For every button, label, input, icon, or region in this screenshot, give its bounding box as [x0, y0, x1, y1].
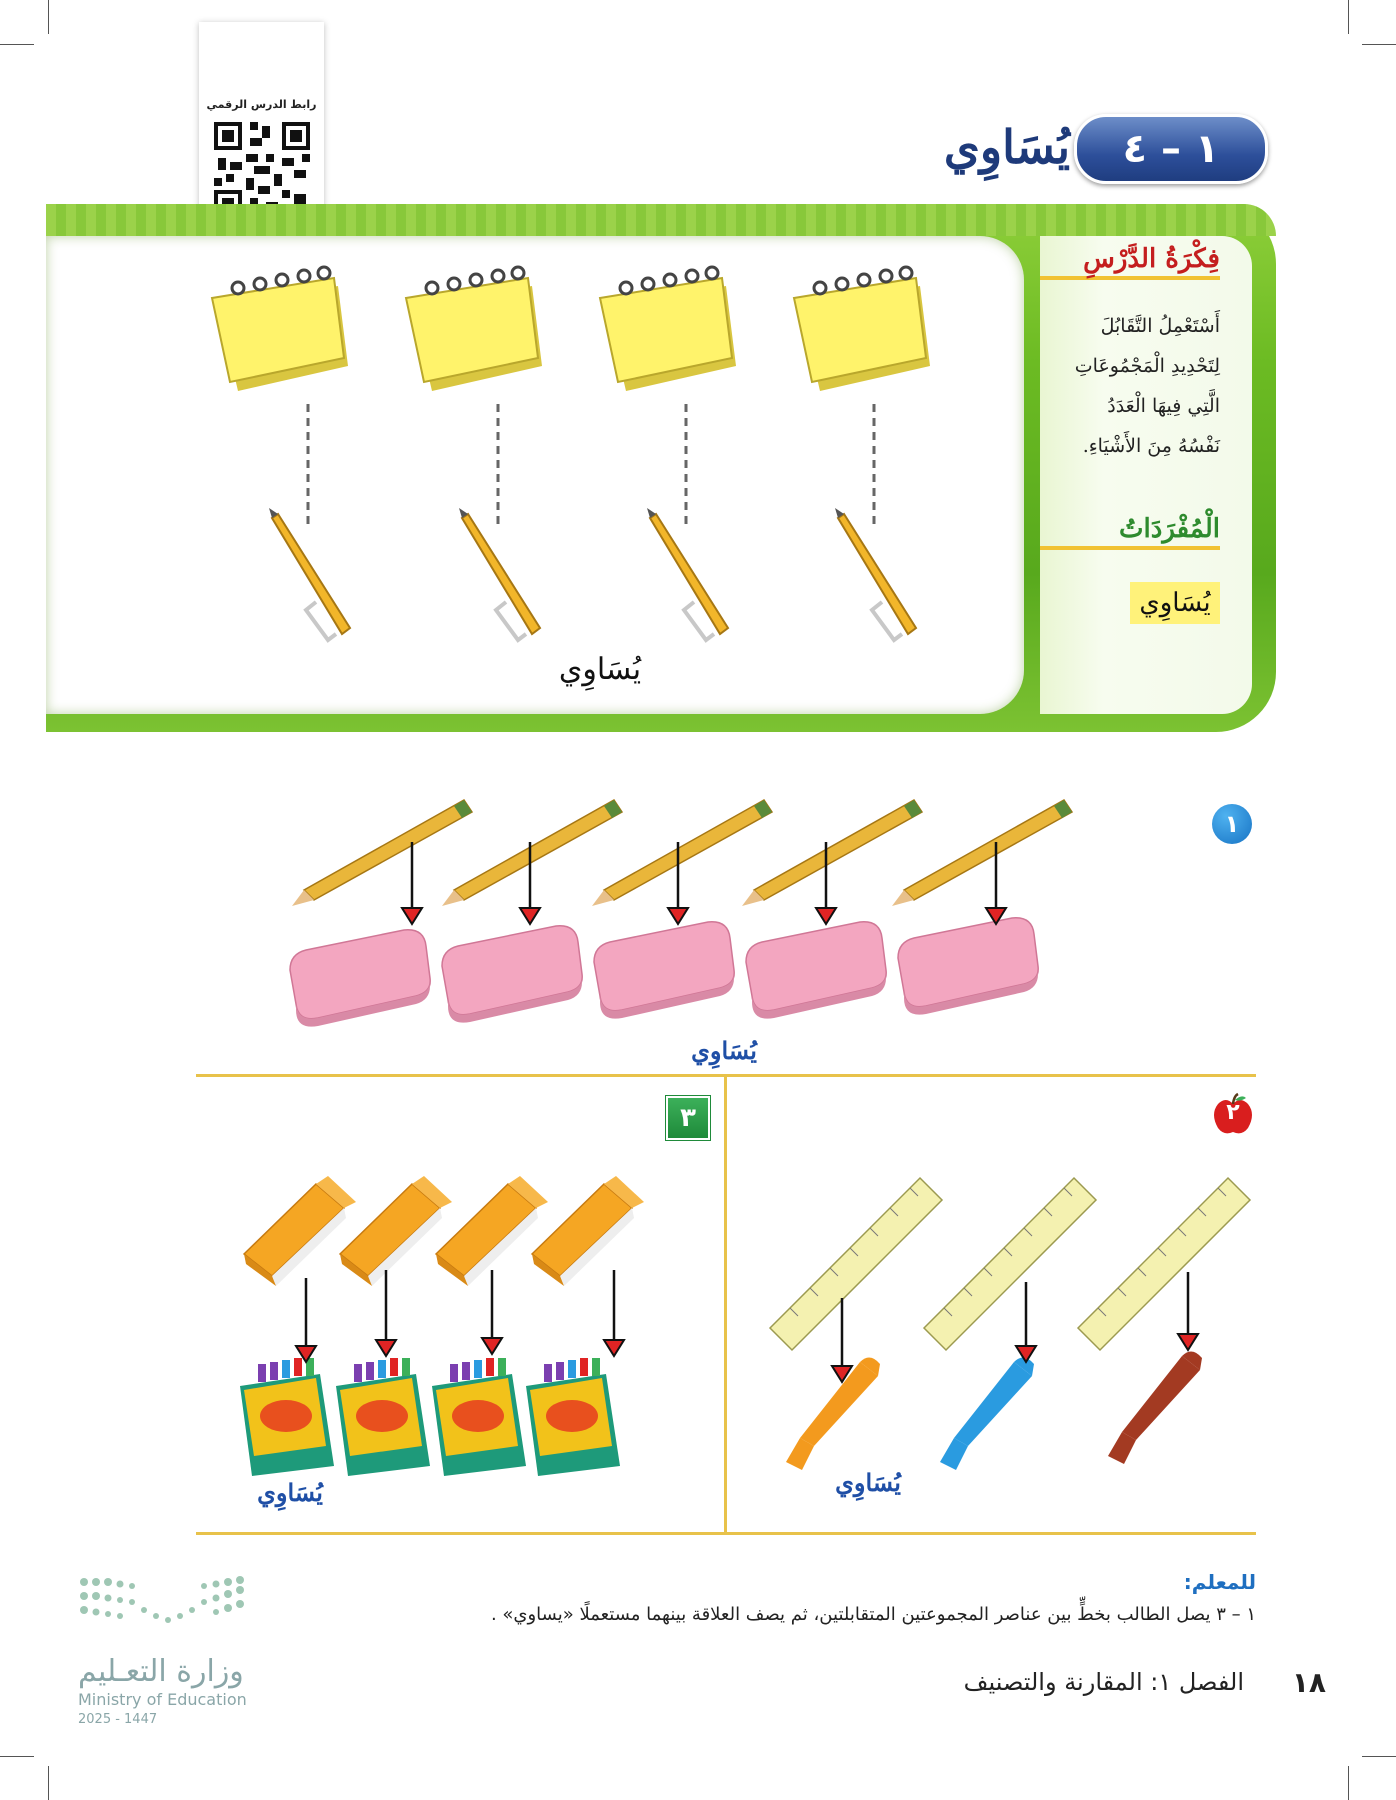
idea-line: أَسْتَعْمِلُ التَّقَابُلَ [1100, 315, 1220, 337]
ministry-name-english: Ministry of Education [78, 1690, 247, 1709]
page-number: ١٨ [1291, 1666, 1326, 1699]
ruler-icon [924, 1178, 1096, 1350]
pen-icon [835, 508, 916, 640]
eraser-icon [290, 930, 430, 1027]
pencil-icon [592, 800, 772, 906]
banner-stripe [46, 204, 1276, 236]
notebook-icon [600, 267, 736, 391]
crop-mark [1348, 1766, 1349, 1800]
exercise-2-number: ٢ [1226, 1100, 1240, 1125]
pencil-icon [892, 800, 1072, 906]
qr-label: رابط الدرس الرقمي [206, 98, 317, 111]
teacher-note-title: للمعلم: [1183, 1570, 1256, 1594]
vocabulary-title: الْمُفْرَدَاتُ [1040, 514, 1220, 550]
notebooks-pens-illustration [180, 246, 980, 656]
lesson-number: ١ – ٤ [1122, 126, 1220, 172]
crayon-box-icon [336, 1358, 430, 1476]
crayon-box-icon [240, 1358, 334, 1476]
pencils-erasers-illustration [280, 790, 1100, 1030]
chapter-title: الفصل ١: المقارنة والتصنيف [963, 1668, 1244, 1696]
ruler-icon [1078, 1178, 1250, 1350]
book-icon [436, 1176, 548, 1286]
exercise-2-label: يُسَاوِي [835, 1468, 901, 1497]
crop-mark [48, 1766, 49, 1800]
pen-icon [459, 508, 540, 640]
ministry-year: 2025 - 1447 [78, 1712, 158, 1727]
crayon-icon [1108, 1351, 1202, 1464]
crop-mark [1362, 1756, 1396, 1757]
teacher-note: ١ – ٣ يصل الطالب بخطٍّ بين عناصر المجموعتين المتقابلتين، ثم يصف العلاقة بينهما مستعملًا «يساوي» . [490, 1604, 1256, 1625]
pen-icon [647, 508, 728, 640]
crayon-box-icon [526, 1358, 620, 1476]
exercise-3-badge: ٣ [666, 1096, 710, 1140]
lesson-idea-title: فِكْرَةُ الدَّرْسِ [1040, 244, 1220, 280]
notebook-icon [406, 267, 542, 391]
book-icon [532, 1176, 644, 1286]
idea-line: لِتَحْدِيدِ الْمَجْمُوعَاتِ [1074, 355, 1220, 377]
ministry-logo-icon [78, 1576, 248, 1638]
eraser-icon [746, 922, 886, 1019]
notebook-icon [212, 267, 348, 391]
books-crayon-boxes-illustration [236, 1164, 706, 1484]
vocabulary-word: يُسَاوِي [1130, 582, 1220, 624]
crayon-icon [940, 1357, 1034, 1470]
crop-mark [1348, 0, 1349, 34]
section-divider [724, 1074, 727, 1534]
crop-mark [0, 44, 34, 45]
idea-line: الَّتِي فِيهَا الْعَدَدُ [1107, 395, 1220, 417]
notebook-icon [794, 267, 930, 391]
idea-line: نَفْسُهُ مِنَ الأَشْيَاءِ. [1082, 435, 1220, 457]
eraser-icon [442, 926, 582, 1023]
lesson-number-badge [1074, 114, 1268, 184]
section-divider [196, 1532, 1256, 1535]
book-icon [340, 1176, 452, 1286]
book-icon [244, 1176, 356, 1286]
pen-icon [269, 508, 350, 640]
exercise-1-badge: ١ [1212, 804, 1252, 844]
lesson-idea-text [1040, 306, 1220, 466]
lesson-title: يُسَاوِي [943, 120, 1070, 174]
banner-caption: يُسَاوِي [558, 652, 642, 687]
exercise-3-label: يُسَاوِي [257, 1478, 323, 1507]
pencil-icon [742, 800, 922, 906]
exercise-1-label: يُسَاوِي [691, 1036, 757, 1065]
crayon-box-icon [432, 1358, 526, 1476]
crop-mark [48, 0, 49, 34]
eraser-icon [594, 922, 734, 1019]
crop-mark [0, 1756, 34, 1757]
crop-mark [1362, 44, 1396, 45]
crayon-icon [786, 1357, 880, 1470]
ruler-icon [770, 1178, 942, 1350]
ministry-name-arabic: وزارة التعـليم [78, 1654, 244, 1689]
rulers-crayons-illustration [760, 1172, 1260, 1472]
eraser-icon [898, 918, 1038, 1015]
pencil-icon [442, 800, 622, 906]
pencil-icon [292, 800, 472, 906]
